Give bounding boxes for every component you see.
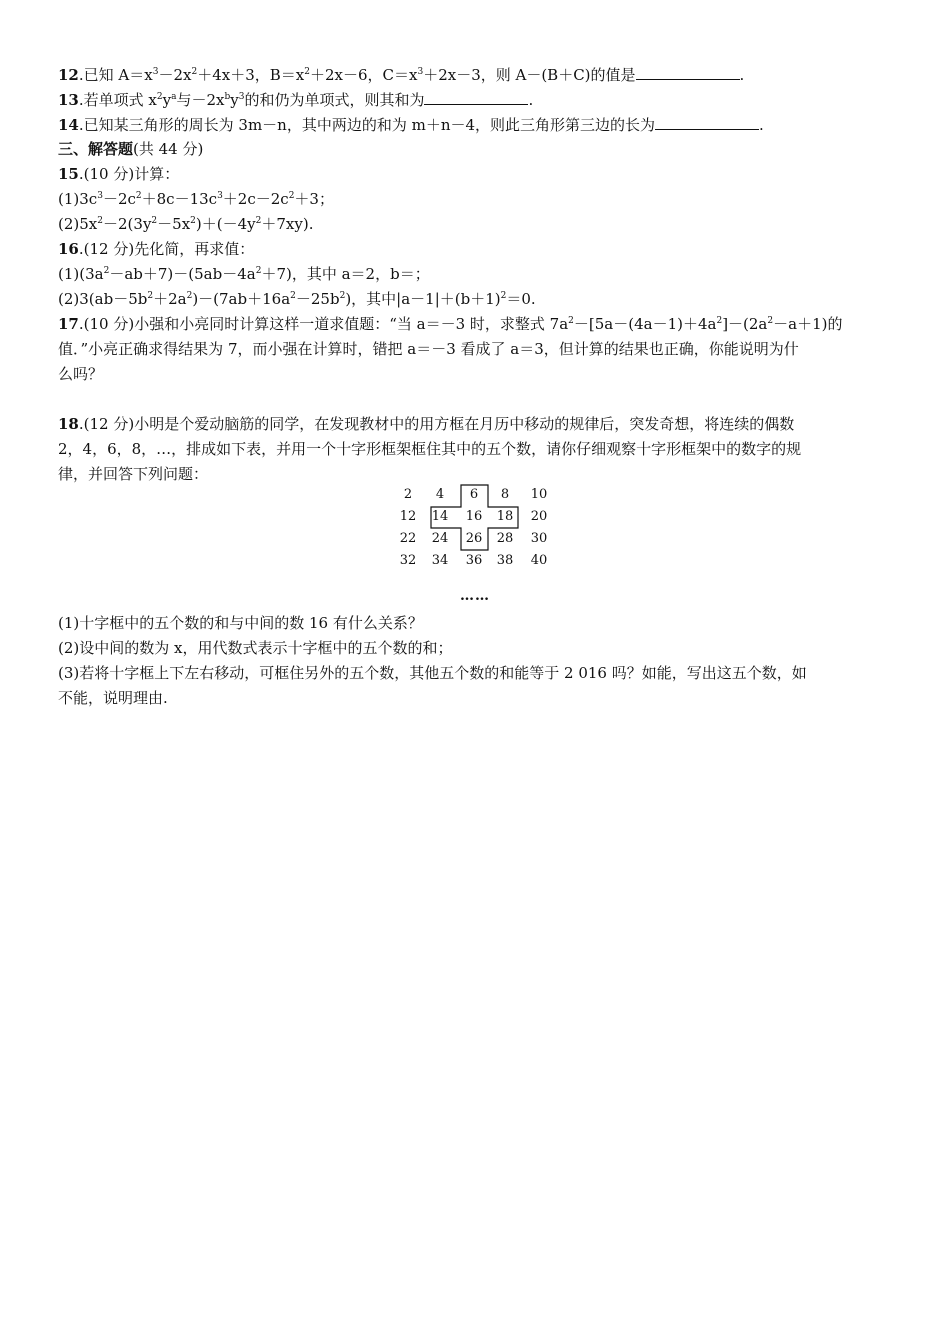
grid-cell: 30 <box>530 531 548 546</box>
grid-cell: 22 <box>399 531 417 546</box>
question-17: 17.(10 分)小强和小亮同时计算这样一道求值题：“当 a＝－3 时，求整式 $7a^2-[5a-(4a-1)+4a^2]-(2a^2-a+1)$的 <box>58 315 843 333</box>
question-18: 18.(12 分)小明是个爱动脑筋的同学，在发现教材中的用方框在月历中移动的规律后，突发奇想，将连续的偶数 <box>58 415 795 433</box>
question-16-part-2: $(2)3(ab-5b^2+2a^2)-(7ab+16a^2-25b^2)$，其中$|a-1|+(b+1)^2=0$. <box>58 290 536 308</box>
grid-cell: 10 <box>530 487 548 502</box>
question-number: 12 <box>58 66 79 84</box>
question-12: 12.已知 $A=x^3-2x^2+4x+3$，$B=x^2+2x-6$，$C=x^3+2x-3$，则 A－(B＋C)的值是 . <box>58 66 745 84</box>
question-18-part-3: (3)若将十字框上下左右移动，可框住另外的五个数，其他五个数的和能等于 2 016 吗？如能，写出这五个数，如 <box>58 664 807 682</box>
question-17-line-3: 么吗？ <box>58 365 104 383</box>
grid-cell: 6 <box>469 487 479 502</box>
grid-cell: 4 <box>435 487 445 502</box>
section-title: 三、解答题(共 44 分) <box>58 140 204 158</box>
grid-cell: 26 <box>465 531 483 546</box>
question-18-part-1: (1)十字框中的五个数的和与中间的数 16 有什么关系？ <box>58 614 423 632</box>
grid-cell: 40 <box>530 553 548 568</box>
ellipsis: …… <box>460 588 490 604</box>
grid-cell: 32 <box>399 553 417 568</box>
grid-cell: 14 <box>431 509 449 524</box>
question-18-part-2: (2)设中间的数为 x，用代数式表示十字框中的五个数的和； <box>58 639 453 657</box>
grid-cell: 24 <box>431 531 449 546</box>
question-13: 13.若单项式 $x^2y^a$与$-2x^by^3$的和仍为单项式，则其和为 . <box>58 91 534 109</box>
question-15-part-2: $(2)5x^2-2(3y^2-5x^2)+(-4y^2+7xy)$. <box>58 215 314 233</box>
grid-cell: 12 <box>399 509 417 524</box>
cross-frame <box>0 0 950 600</box>
question-number: 16 <box>58 240 79 258</box>
question-15-part-1: $(1)3c^3-2c^2+8c-13c^3+2c-2c^2+3$； <box>58 190 334 208</box>
grid-cell: 36 <box>465 553 483 568</box>
grid-cell: 28 <box>496 531 514 546</box>
grid-cell: 16 <box>465 509 483 524</box>
grid-cell: 38 <box>496 553 514 568</box>
question-16: 16.(12 分)先化简，再求值： <box>58 240 255 258</box>
question-18-part-3-cont: 不能，说明理由. <box>58 689 168 707</box>
question-number: 14 <box>58 116 79 134</box>
question-number: 18 <box>58 415 79 433</box>
grid-cell: 18 <box>496 509 514 524</box>
question-number: 17 <box>58 315 79 333</box>
grid-cell: 20 <box>530 509 548 524</box>
grid-cell: 34 <box>431 553 449 568</box>
grid-cell: 2 <box>403 487 413 502</box>
question-16-part-1: $(1)(3a^2-ab+7)-(5ab-4a^2+7)$，其中 a＝2，b＝； <box>58 265 430 283</box>
question-14: 14.已知某三角形的周长为 3m－n，其中两边的和为 m＋n－4，则此三角形第三边的长为 . <box>58 116 764 134</box>
question-18-line-3: 律，并回答下列问题： <box>58 465 209 483</box>
question-18-line-2: 2，4，6，8，…，排成如下表，并用一个十字形框架框住其中的五个数，请你仔细观察十字形框架中的数字的规 <box>58 440 802 458</box>
question-number: 13 <box>58 91 79 109</box>
grid-cell: 8 <box>500 487 510 502</box>
question-15: 15.(10 分)计算： <box>58 165 180 183</box>
question-number: 15 <box>58 165 79 183</box>
question-17-line-2: 值．”小亮正确求得结果为 7，而小强在计算时，错把 a＝－3 看成了 a＝3，但计算的结果也正确，你能说明为什 <box>58 340 799 358</box>
